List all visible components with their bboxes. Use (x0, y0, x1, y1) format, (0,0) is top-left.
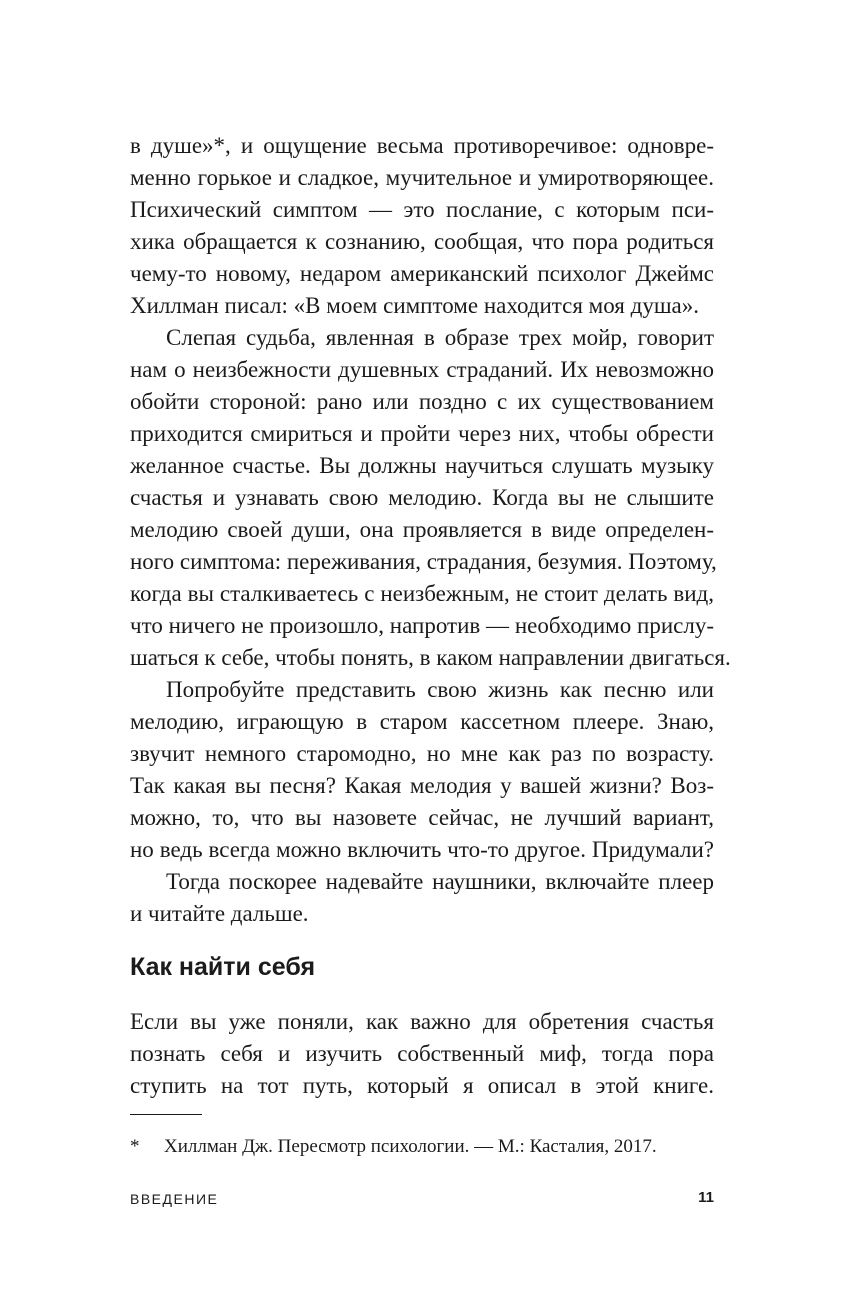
footnote (130, 1134, 657, 1160)
body-line: шаться к себе, чтобы понять, в каком направлении двигаться. (130, 645, 731, 670)
body-line: Хиллман писал: «В моем симптоме находится моя душа». (130, 293, 699, 318)
section-heading: Как найти себя (130, 953, 316, 981)
body-line: Психический симптом — это послание, с которым пси- (130, 197, 714, 222)
page-number: 11 (698, 1189, 714, 1206)
body-line: чему-то новому, недаром американский психолог Джеймс (130, 261, 714, 286)
body-line: познать себя и изучить собственный миф, тогда пора (130, 1041, 714, 1066)
body-line: желанное счастье. Вы должны научиться слушать музыку (130, 453, 714, 478)
body-line: хика обращается к сознанию, сообщая, что пора родиться (130, 229, 714, 254)
body-line: мелодию своей души, она проявляется в виде определен- (130, 517, 714, 542)
body-line: менно горькое и сладкое, мучительное и умиротворяющее. (130, 165, 714, 190)
footnote-rule (130, 1114, 202, 1115)
body-line: но ведь всегда можно включить что-то другое. Придумали? (130, 837, 714, 862)
footnote-text: Хиллман Дж. Пересмотр психологии. — М.: Касталия, 2017. (164, 1136, 657, 1157)
body-line: обойти стороной: рано или поздно с их существованием (130, 389, 714, 414)
body-line: в душе»*, и ощущение весьма противоречивое: одновре- (130, 133, 714, 158)
body-line: Тогда поскорее надевайте наушники, включайте плеер (166, 869, 714, 894)
body-line: ступить на тот путь, который я описал в этой книге. (130, 1073, 714, 1098)
body-line: что ничего не произошло, напротив — необходимо прислу- (130, 613, 714, 638)
body-line: ного симптома: переживания, страдания, безумия. Поэтому, (130, 549, 717, 574)
body-line: Слепая судьба, явленная в образе трех мойр, говорит (166, 325, 714, 350)
body-line: нам о неизбежности душевных страданий. Их невозможно (130, 357, 714, 382)
body-line: когда вы сталкиваетесь с неизбежным, не стоит делать вид, (130, 581, 714, 606)
body-line: можно, то, что вы назовете сейчас, не лучший вариант, (130, 805, 714, 830)
body-line: Так какая вы песня? Какая мелодия у вашей жизни? Воз- (130, 773, 714, 798)
body-line: счастья и узнавать свою мелодию. Когда вы не слышите (130, 485, 714, 510)
body-line: Попробуйте представить свою жизнь как песню или (166, 677, 714, 702)
body-line: мелодию, играющую в старом кассетном плеере. Знаю, (130, 709, 714, 734)
body-line: звучит немного старомодно, но мне как раз по возрасту. (130, 741, 714, 766)
running-head: ВВЕДЕНИЕ (130, 1191, 219, 1207)
body-line: и читайте дальше. (130, 901, 309, 926)
body-line: приходится смириться и пройти через них, чтобы обрести (130, 421, 714, 446)
footnote-marker: * (130, 1136, 140, 1157)
body-line: Если вы уже поняли, как важно для обретения счастья (130, 1009, 714, 1034)
